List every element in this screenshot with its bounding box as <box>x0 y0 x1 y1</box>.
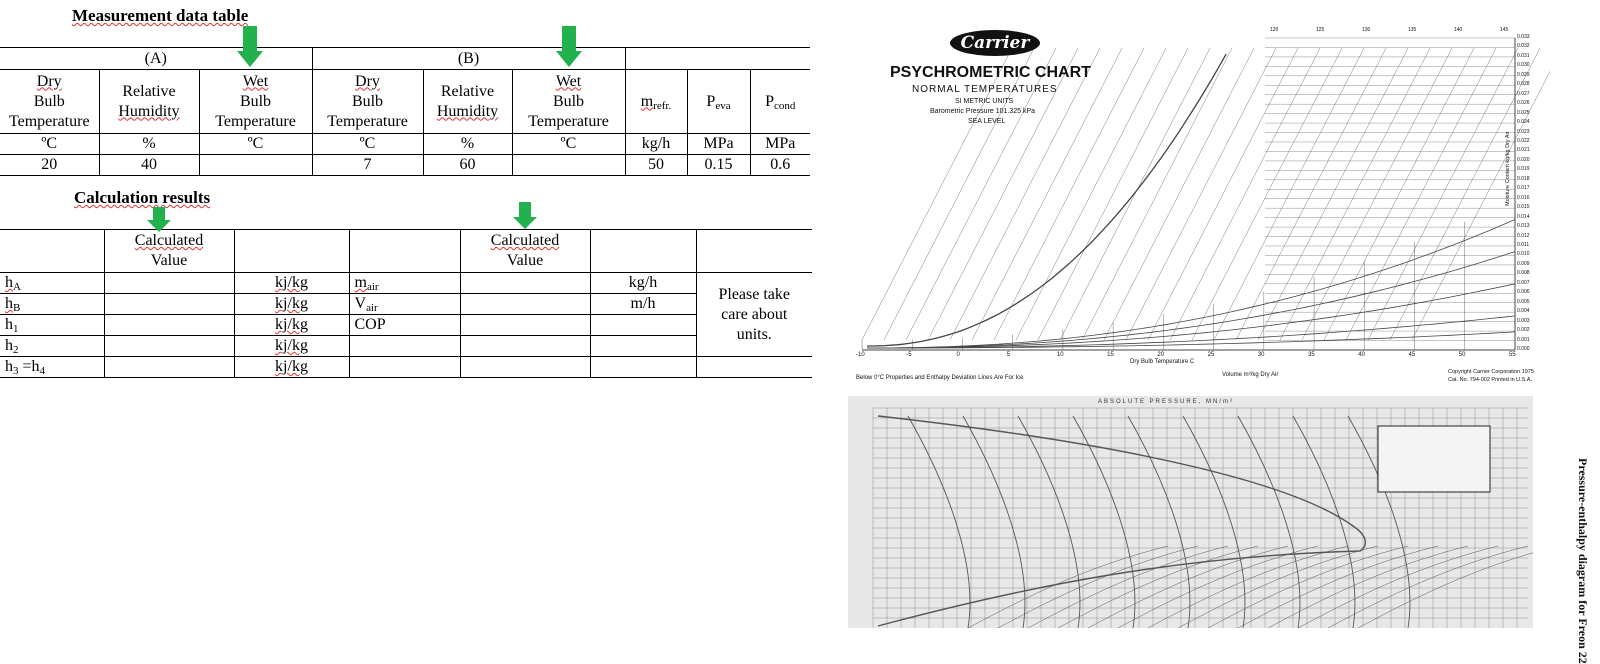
psy-volume-label: Volume m³/kg Dry Air <box>1222 372 1279 378</box>
unit-cell: ºC <box>199 134 312 155</box>
header-rel-hum-b: Relative Humidity <box>423 70 512 134</box>
psy-y-tick: 0.013 <box>1517 223 1530 230</box>
ph-isentrope <box>1268 546 1468 628</box>
value-cell: 20 <box>0 155 99 176</box>
unit-cell: ºC <box>0 134 99 155</box>
value-h3 <box>104 357 234 378</box>
psy-y-tick: 0.032 <box>1517 43 1530 50</box>
header-rel-hum-a: Relative Humidity <box>99 70 199 134</box>
psy-saturation-curve <box>867 54 1226 346</box>
psy-y-tick: 0.030 <box>1517 62 1530 69</box>
psy-units-line: SI METRIC UNITS <box>955 98 1014 105</box>
psy-y-tick: 0.001 <box>1517 336 1530 343</box>
psy-rh-curve <box>867 316 1515 348</box>
psy-pressure-line: Barometric Pressure 101.325 kPa <box>930 108 1036 115</box>
unit-h1: kj/kg <box>234 315 349 336</box>
psy-y-tick: 0.002 <box>1517 327 1530 334</box>
empty-cell <box>590 357 696 378</box>
empty-cell <box>696 357 812 378</box>
psy-enthalpy-line <box>1126 48 1276 340</box>
psy-y-tick: 0.023 <box>1517 128 1530 135</box>
value-cell <box>512 155 625 176</box>
psy-top-tick: 140 <box>1454 27 1463 33</box>
psy-y-tick: 0.027 <box>1517 90 1530 97</box>
group-b-header: (B) <box>312 48 625 70</box>
psy-level-line: SEA LEVEL <box>968 118 1006 125</box>
header-wet-bulb-a: Wet Bulb Temperature <box>199 70 312 134</box>
psy-x-tick: 40 <box>1358 352 1365 358</box>
value-cell: 50 <box>625 155 687 176</box>
psy-y-tick: 0.015 <box>1517 204 1530 211</box>
psy-enthalpy-line <box>1368 48 1518 340</box>
unit-cell: ºC <box>512 134 625 155</box>
psy-y-tick: 0.003 <box>1517 317 1530 324</box>
psy-y-tick: 0.026 <box>1517 100 1530 107</box>
ph-isotherm <box>1293 416 1355 628</box>
unit-ha: kj/kg <box>234 273 349 294</box>
value-ha <box>104 273 234 294</box>
value-mair <box>460 273 590 294</box>
calc-value-header-1: Calculated Value <box>104 230 234 273</box>
calc-header-blank <box>0 230 104 273</box>
psy-y-tick: 0.009 <box>1517 260 1530 267</box>
psy-y-tick: 0.018 <box>1517 175 1530 182</box>
psy-enthalpy-line <box>1214 48 1364 340</box>
value-hb <box>104 294 234 315</box>
header-p-eva: $P_{eva}$ <box>687 70 750 134</box>
psy-y-tick: 0.016 <box>1517 194 1530 201</box>
ph-isentrope <box>1148 546 1348 628</box>
ph-diagram-lines <box>848 396 1533 628</box>
psy-x-tick: 35 <box>1308 352 1315 358</box>
value-h1 <box>104 315 234 336</box>
psy-copyright: Copyright Carrier Corporation 1975 <box>1448 369 1534 375</box>
psy-top-tick: 135 <box>1408 27 1417 33</box>
psy-x-tick: 45 <box>1408 352 1416 358</box>
row-label-h3-h4: $h_3 =h_4$ <box>0 357 104 378</box>
ph-isentrope <box>1058 546 1258 628</box>
psy-x-tick: 50 <box>1458 352 1466 358</box>
psy-y-tick: 0.017 <box>1517 185 1530 192</box>
psy-subtitle: NORMAL TEMPERATURES <box>912 84 1058 95</box>
ph-isentrope <box>1358 546 1533 628</box>
ph-isotherm <box>963 416 1025 628</box>
psy-y-tick: 0.019 <box>1517 166 1530 173</box>
value-cell: 0.6 <box>750 155 810 176</box>
value-cell: 0.15 <box>687 155 750 176</box>
psy-enthalpy-line <box>1038 48 1188 340</box>
empty-cell <box>460 357 590 378</box>
ph-saturation-dome <box>878 416 1365 626</box>
psy-y-tick: 0.020 <box>1517 156 1530 163</box>
ph-isentrope <box>968 546 1168 628</box>
psy-y-tick: 0.007 <box>1517 279 1530 286</box>
ph-isentrope <box>1028 546 1228 628</box>
ph-isotherm <box>1238 416 1300 628</box>
value-cop <box>460 315 590 336</box>
psy-x-tick: 55 <box>1509 352 1516 358</box>
value-cell: 60 <box>423 155 512 176</box>
psy-enthalpy-line <box>1236 48 1386 340</box>
empty-cell <box>349 336 460 357</box>
psy-enthalpy-line <box>1324 48 1474 340</box>
ph-isentrope <box>998 546 1198 628</box>
psy-x-tick: -10 <box>856 352 865 358</box>
psy-catalog: Cat. No. 794-002 Printed in U.S.A. <box>1448 377 1533 383</box>
psy-rh-curve <box>867 252 1515 348</box>
psy-x-tick: 10 <box>1056 352 1064 358</box>
psy-rh-curve <box>867 284 1515 348</box>
psy-x-tick: 15 <box>1107 352 1114 358</box>
row-label-hb: $h_B$ <box>0 294 104 315</box>
ph-isentrope <box>1118 546 1318 628</box>
psy-top-tick: 130 <box>1362 27 1371 33</box>
psy-top-tick: 120 <box>1270 27 1279 33</box>
psy-y-tick: 0.005 <box>1517 298 1530 305</box>
header-m-refr: $m_{refr.}$ <box>625 70 687 134</box>
psy-y-tick: 0.033 <box>1517 34 1530 40</box>
empty-cell <box>349 357 460 378</box>
row-label-h1: $h_1$ <box>0 315 104 336</box>
psy-y-tick: 0.010 <box>1517 251 1530 258</box>
value-cell: 7 <box>312 155 423 176</box>
unit-h2: kj/kg <box>234 336 349 357</box>
psy-enthalpy-line <box>1192 48 1342 340</box>
psy-y-tick: 0.025 <box>1517 109 1530 116</box>
unit-hb: kj/kg <box>234 294 349 315</box>
psy-y-tick: 0.006 <box>1517 289 1530 296</box>
unit-h3: kj/kg <box>234 357 349 378</box>
unit-mair: kg/h <box>590 273 696 294</box>
psy-x-tick: 0 <box>956 352 960 358</box>
psy-y-tick: 0.000 <box>1517 346 1530 352</box>
psy-enthalpy-line <box>1346 48 1496 340</box>
psy-enthalpy-line <box>1060 48 1210 340</box>
psy-top-tick: 125 <box>1316 27 1325 33</box>
psy-top-tick: 145 <box>1500 27 1509 33</box>
unit-cell: kg/h <box>625 134 687 155</box>
psy-y-tick: 0.022 <box>1517 138 1530 144</box>
ph-isentrope <box>1238 546 1438 628</box>
row-label-mair: $m_{air}$ <box>349 273 460 294</box>
measurement-heading: Measurement data table <box>72 6 249 25</box>
psy-x-tick: 5 <box>1006 352 1011 358</box>
measurement-table <box>0 47 810 176</box>
psy-y-tick: 0.004 <box>1517 308 1530 315</box>
ph-isotherm <box>1018 416 1080 628</box>
header-wet-bulb-b: Wet Bulb Temperature <box>512 70 625 134</box>
psy-enthalpy-line <box>1148 48 1298 340</box>
psy-enthalpy-line <box>1104 48 1254 340</box>
ph-side-caption: Pressure-enthalpy diagram for Freon 22 <box>1576 458 1590 664</box>
calculation-heading: Calculation results <box>74 188 211 207</box>
value-h2 <box>104 336 234 357</box>
row-label-h2: $h_2$ <box>0 336 104 357</box>
calc-header-blank <box>234 230 349 273</box>
header-p-cond: $P_{cond}$ <box>750 70 810 134</box>
empty-cell <box>590 336 696 357</box>
psy-y-tick: 0.021 <box>1517 147 1530 154</box>
psy-enthalpy-line <box>1170 48 1320 340</box>
row-label-vair: $V_{air}$ <box>349 294 460 315</box>
psy-y-tick: 0.031 <box>1517 52 1530 59</box>
value-cell <box>199 155 312 176</box>
row-label-ha: $h_A$ <box>0 273 104 294</box>
units-note: Please take care about units. <box>696 273 812 357</box>
psy-y-tick: 0.012 <box>1517 232 1530 239</box>
group-a-header: (A) <box>0 48 312 70</box>
ph-title: ABSOLUTE PRESSURE, MN/m² <box>1098 399 1235 405</box>
psy-x-label: Dry Bulb Temperature C <box>1130 359 1195 365</box>
unit-cell: MPa <box>750 134 810 155</box>
header-dry-bulb-a: Dry Bulb Temperature <box>0 70 99 134</box>
ph-isotherm <box>1183 416 1245 628</box>
psy-enthalpy-line <box>1258 48 1408 340</box>
calc-value-header-2: Calculated Value <box>460 230 590 273</box>
calculation-table <box>0 229 812 378</box>
blank-header-cell <box>625 48 810 70</box>
ph-isentrope <box>1328 546 1528 628</box>
calc-header-blank <box>696 230 812 273</box>
value-vair <box>460 294 590 315</box>
psy-enthalpy-line <box>1082 48 1232 340</box>
carrier-logo: Carrier <box>950 30 1040 56</box>
psy-y-tick: 0.028 <box>1517 81 1530 88</box>
psy-y-label: Moisture Content kg/kg Dry Air <box>1505 131 1511 206</box>
value-cell: 40 <box>99 155 199 176</box>
psy-y-tick: 0.014 <box>1517 213 1530 220</box>
empty-cell <box>460 336 590 357</box>
header-dry-bulb-b: Dry Bulb Temperature <box>312 70 423 134</box>
psy-y-tick: 0.008 <box>1517 270 1530 277</box>
ph-diagram <box>848 396 1533 628</box>
psy-title: PSYCHROMETRIC CHART <box>890 64 1091 81</box>
unit-cell: ºC <box>312 134 423 155</box>
calc-header-blank <box>590 230 696 273</box>
psychrometric-chart <box>850 26 1550 388</box>
psy-x-tick: -5 <box>906 352 912 358</box>
unit-cell: % <box>99 134 199 155</box>
ph-isentrope <box>1178 546 1378 628</box>
psy-y-tick: 0.024 <box>1517 119 1530 126</box>
calc-header-blank <box>349 230 460 273</box>
psy-x-tick: 20 <box>1157 352 1165 358</box>
unit-cell: % <box>423 134 512 155</box>
ph-isentrope <box>1298 546 1498 628</box>
unit-cop <box>590 315 696 336</box>
row-label-cop: COP <box>349 315 460 336</box>
psy-bottom-note: Below 0°C Properties and Enthalpy Deviation Lines Are For Ice <box>856 375 1024 381</box>
unit-cell: MPa <box>687 134 750 155</box>
ph-isotherm <box>908 416 970 628</box>
psy-y-tick: 0.029 <box>1517 71 1530 78</box>
psy-x-tick: 25 <box>1207 352 1215 358</box>
psy-y-tick: 0.011 <box>1517 242 1530 248</box>
unit-vair: m/h <box>590 294 696 315</box>
psy-enthalpy-line <box>1302 48 1452 340</box>
psy-x-tick: 30 <box>1257 352 1265 358</box>
ph-isentrope <box>1088 546 1288 628</box>
